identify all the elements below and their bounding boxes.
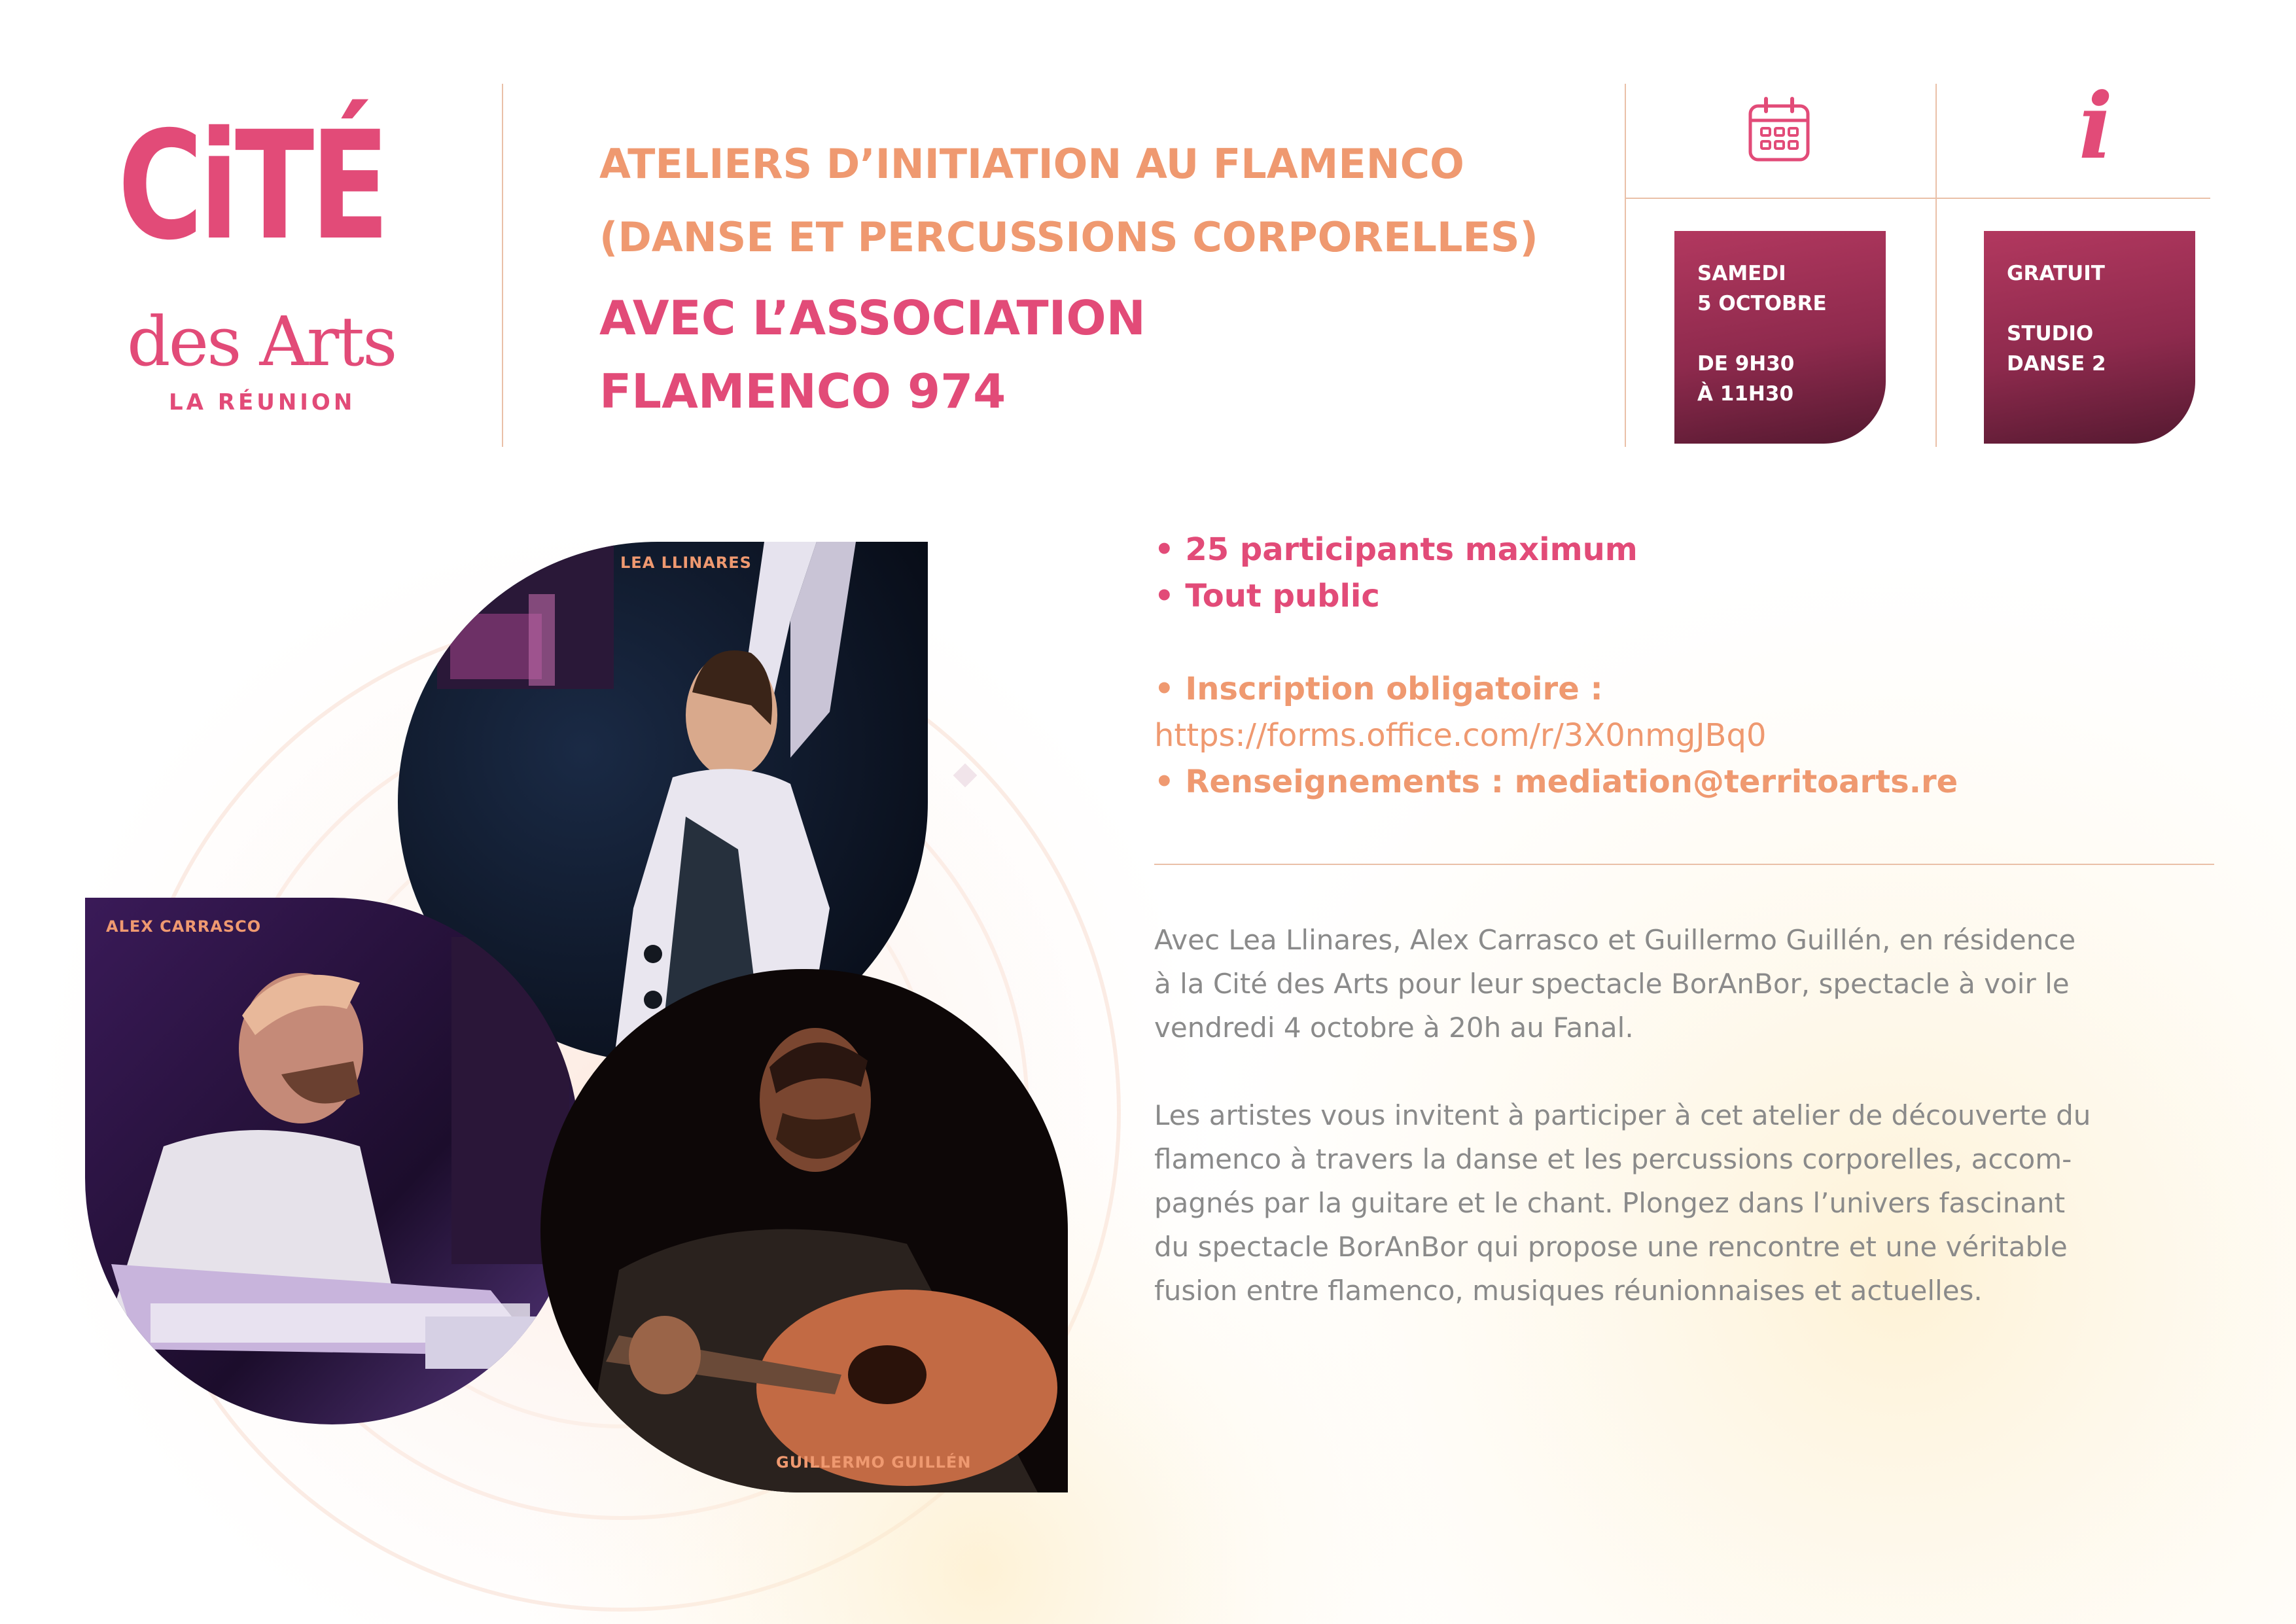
date-day: SAMEDI bbox=[1697, 262, 1786, 285]
event-details bbox=[1154, 527, 2227, 805]
header-divider bbox=[1625, 84, 1626, 447]
registration-link[interactable]: https://forms.office.com/r/3X0nmgJBq0 bbox=[1154, 717, 1767, 754]
participants-limit: • 25 participants maximum bbox=[1154, 531, 1638, 568]
description-line: flamenco à travers la danse et les percussions corporelles, accom- bbox=[1154, 1143, 2072, 1175]
time-from: DE 9H30 bbox=[1697, 352, 1795, 376]
event-subtitle-line: AVEC L’ASSOCIATION bbox=[599, 291, 1146, 345]
registration-label: • Inscription obligatoire : bbox=[1154, 671, 1603, 707]
calendar-icon bbox=[1748, 97, 1810, 162]
description-line: Les artistes vous invitent à participer à cet atelier de découverte du bbox=[1154, 1099, 2091, 1131]
time-to: À 11H30 bbox=[1697, 382, 1794, 406]
date-date: 5 OCTOBRE bbox=[1697, 292, 1827, 315]
price: GRATUIT bbox=[2007, 262, 2105, 285]
description-line: à la Cité des Arts pour leur spectacle BorAnBor, spectacle à voir le bbox=[1154, 968, 2070, 1000]
photo-label-guillermo: GUILLERMO GUILLÉN bbox=[776, 1453, 972, 1472]
photo-label-alex: ALEX CARRASCO bbox=[106, 917, 262, 936]
description-line: pagnés par la guitare et le chant. Plongez dans l’univers fascinant bbox=[1154, 1187, 2066, 1219]
photo-alex-carrasco bbox=[85, 898, 579, 1424]
header-divider bbox=[1935, 84, 1937, 447]
event-subtitle-line: FLAMENCO 974 bbox=[599, 364, 1006, 419]
logo bbox=[98, 99, 399, 419]
header-rule bbox=[1625, 198, 2210, 199]
description-line: Avec Lea Llinares, Alex Carrasco et Guillermo Guillén, en résidence bbox=[1154, 924, 2076, 956]
info-card bbox=[1984, 231, 2195, 444]
contact-info[interactable]: • Renseignements : mediation@territoarts.re bbox=[1154, 764, 1958, 800]
section-rule bbox=[1154, 864, 2214, 865]
logo-region: LA RÉUNION bbox=[169, 389, 356, 415]
description-line: du spectacle BorAnBor qui propose une rencontre et une véritable bbox=[1154, 1231, 2068, 1263]
description-line: fusion entre flamenco, musiques réunionnaises et actuelles. bbox=[1154, 1275, 1983, 1307]
photo-label-lea: LEA LLINARES bbox=[620, 554, 752, 572]
description bbox=[1154, 918, 2214, 1313]
photo-guillermo-guillen bbox=[540, 969, 1068, 1492]
event-title bbox=[599, 128, 1620, 274]
date-card bbox=[1674, 231, 1886, 444]
event-title-line: ATELIERS D’INITIATION AU FLAMENCO bbox=[599, 140, 1464, 188]
audience: • Tout public bbox=[1154, 578, 1380, 614]
event-title-line: (DANSE ET PERCUSSIONS CORPORELLES) bbox=[599, 213, 1538, 261]
header-divider bbox=[502, 84, 503, 447]
info-icon: i bbox=[2078, 73, 2113, 179]
event-subtitle bbox=[599, 281, 1581, 428]
logo-des-arts: des Arts bbox=[127, 302, 396, 381]
logo-cite: CiTÉ bbox=[118, 99, 386, 273]
description-line: vendredi 4 octobre à 20h au Fanal. bbox=[1154, 1012, 1634, 1044]
room-line: STUDIO bbox=[2007, 322, 2094, 345]
room-line: DANSE 2 bbox=[2007, 352, 2106, 376]
